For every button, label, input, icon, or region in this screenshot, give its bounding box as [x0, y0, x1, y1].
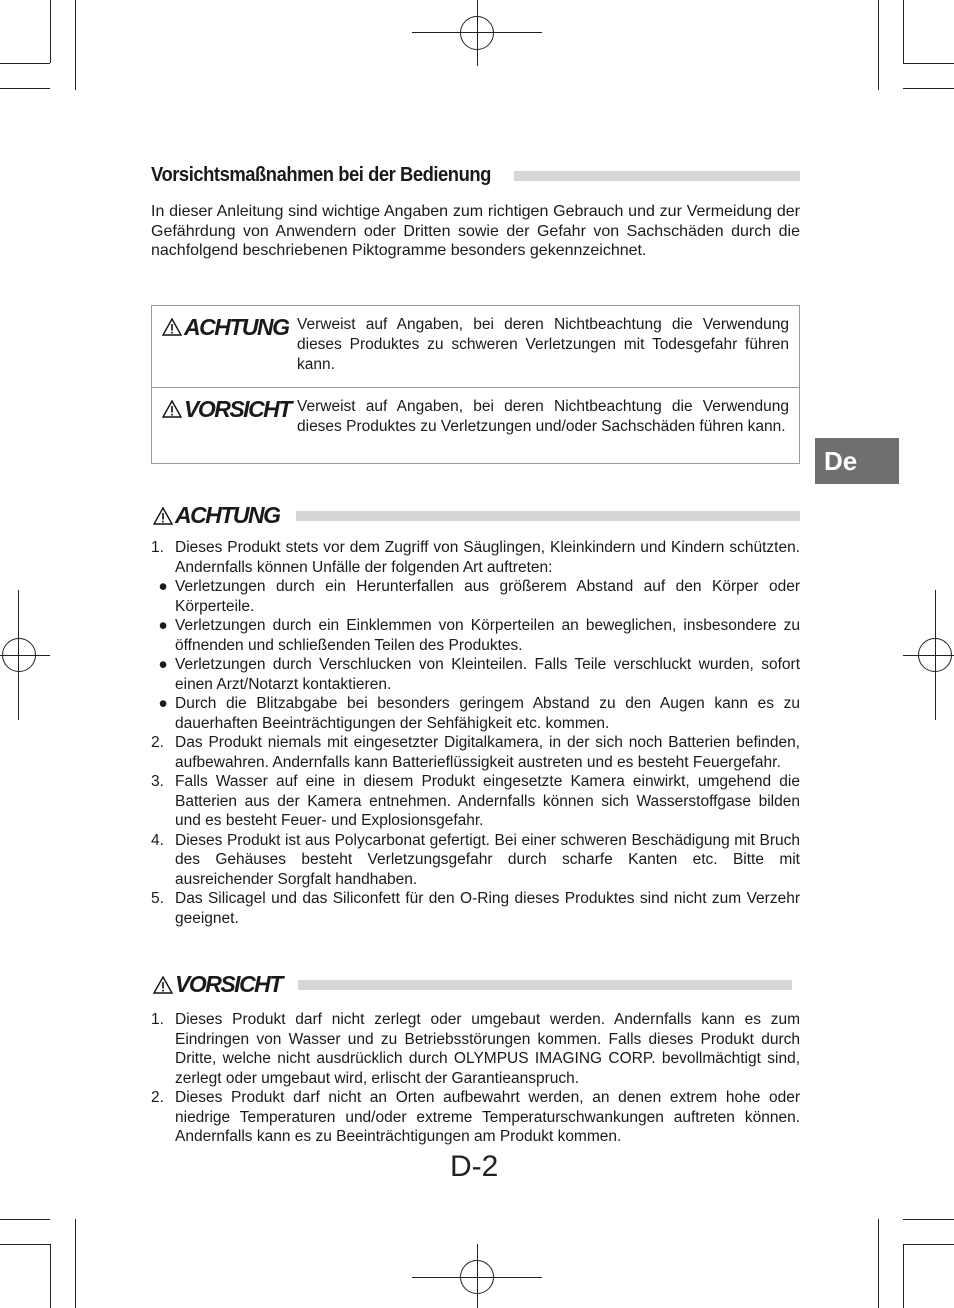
- item-text: Verletzungen durch ein Herunterfallen aus größerem Abstand auf den Körper oder Körperteile.: [175, 578, 800, 615]
- achtung-title: ACHTUNG: [175, 502, 280, 528]
- list-item: [151, 1088, 800, 1147]
- legend-description: Verweist auf Angaben, bei deren Nichtbeachtung die Verwendung dieses Produktes zu Verletzungen und/oder Sachschäden führen kann.: [297, 398, 789, 435]
- signal-word: ACHTUNG: [184, 313, 289, 340]
- legend-label-vorsicht: [162, 397, 297, 421]
- intro-paragraph: In dieser Anleitung sind wichtige Angaben zum richtigen Gebrauch und zur Vermeidung der Gefährdung von Anwendern oder Dritten sowie der Gefahr von Sachschäden durch die nachfolgend beschriebenen Piktogramme besonders gekennzeichnet.: [151, 203, 800, 259]
- list-item: [151, 889, 800, 928]
- item-number: 3.: [151, 773, 164, 790]
- item-text: Verletzungen durch ein Einklemmen von Körperteilen an beweglichen, insbesondere zu öffnenden und schließenden Teilen des Produktes.: [175, 617, 800, 654]
- heading-rule: [298, 980, 792, 990]
- item-text: Das Produkt niemals mit eingesetzter Digitalkamera, in der sich noch Batterien befinden, aufbewahren. Andernfalls kann Batterieflüssigkeit austreten und es besteht Feuergefahr.: [175, 734, 800, 771]
- warning-triangle-icon: [162, 400, 182, 418]
- item-number: 1.: [151, 539, 164, 556]
- list-item: [151, 655, 800, 694]
- list-item: [151, 694, 800, 733]
- achtung-heading: [153, 502, 800, 529]
- item-text: Falls Wasser auf eine in diesem Produkt eingesetzte Kamera einwirkt, umgehend die Batterien aus der Kamera entnehmen. Andernfalls können sich Wasserstoffgase bilden und es besteht Feuer- und Explosionsgefahr.: [175, 773, 800, 829]
- bullet-icon: ●: [158, 617, 168, 634]
- legend-label-achtung: [162, 315, 297, 339]
- warning-triangle-icon: [153, 507, 173, 525]
- item-text: Dieses Produkt darf nicht an Orten aufbewahrt werden, an denen extrem hohe oder niedrige Temperaturen und/oder extreme Temperaturschwankungen auftreten können. Andernfalls kann es zu Beeinträchtigungen am Produkt kommen.: [175, 1089, 800, 1145]
- warning-legend-table: [151, 305, 800, 464]
- item-text: Durch die Blitzabgabe bei besonders geringem Abstand zu den Augen kann es zu dauerhaften Beeinträchtigungen der Sehfähigkeit etc. kommen.: [175, 695, 800, 732]
- item-number: 4.: [151, 831, 164, 849]
- vorsicht-heading: [153, 971, 792, 998]
- bullet-icon: ●: [158, 695, 168, 712]
- section-heading: [151, 164, 800, 187]
- list-item: [151, 733, 800, 772]
- legend-row-vorsicht: [152, 387, 799, 463]
- item-number: 5.: [151, 890, 164, 907]
- item-text: Dieses Produkt darf nicht zerlegt oder umgebaut werden. Andernfalls kann es zum Eindringen von Wasser und zu Betriebsstörungen kommen. Falls dieses Produkt durch Dritte, welche nicht ausdrücklich durch OLYMPUS IMAGING CORP. bevollmächtigt sind, zerlegt oder umgebaut wird, erlischt der Garantieanspruch.: [175, 1011, 800, 1087]
- page-number: D-2: [450, 1150, 499, 1183]
- list-item: [151, 616, 800, 655]
- legend-row-achtung: [152, 306, 799, 387]
- legend-description: Verweist auf Angaben, bei deren Nichtbeachtung die Verwendung dieses Produktes zu schweren Verletzungen mit Todesgefahr führen kann.: [297, 316, 789, 373]
- heading-rule: [296, 511, 801, 521]
- bullet-icon: ●: [158, 578, 168, 595]
- signal-word: VORSICHT: [184, 395, 291, 422]
- language-tab: De: [815, 438, 899, 484]
- warning-triangle-icon: [162, 318, 182, 336]
- list-item: [151, 1010, 800, 1088]
- achtung-list: [151, 538, 800, 928]
- item-text: Verletzungen durch Verschlucken von Kleinteilen. Falls Teile verschluckt wurden, sofort einen Arzt/Notarzt kontaktieren.: [175, 656, 800, 693]
- vorsicht-list: [151, 1010, 800, 1147]
- item-number: 1.: [151, 1011, 164, 1028]
- item-number: 2.: [151, 734, 164, 751]
- item-text: Dieses Produkt stets vor dem Zugriff von Säuglingen, Kleinkindern und Kindern schützten. Andernfalls können Unfälle der folgenden Art auftreten:: [175, 539, 800, 576]
- list-item: [151, 538, 800, 577]
- heading-rule: [514, 171, 800, 181]
- list-item: [151, 577, 800, 616]
- vorsicht-title: VORSICHT: [175, 971, 282, 997]
- warning-triangle-icon: [153, 976, 173, 994]
- list-item: [151, 831, 800, 890]
- item-text: Dieses Produkt ist aus Polycarbonat gefertigt. Bei einer schweren Beschädigung mit Bruch des Gehäuses besteht Verletzungsgefahr durch scharfe Kanten etc. Bitte mit ausreichender Sorgfalt handhaben.: [175, 831, 800, 888]
- item-text: Das Silicagel und das Siliconfett für den O-Ring dieses Produktes sind nicht zum Verzehr geeignet.: [175, 890, 800, 927]
- bullet-icon: ●: [158, 656, 168, 673]
- list-item: [151, 772, 800, 831]
- item-number: 2.: [151, 1089, 164, 1106]
- section-title: Vorsichtsmaßnahmen bei der Bedienung: [151, 164, 491, 186]
